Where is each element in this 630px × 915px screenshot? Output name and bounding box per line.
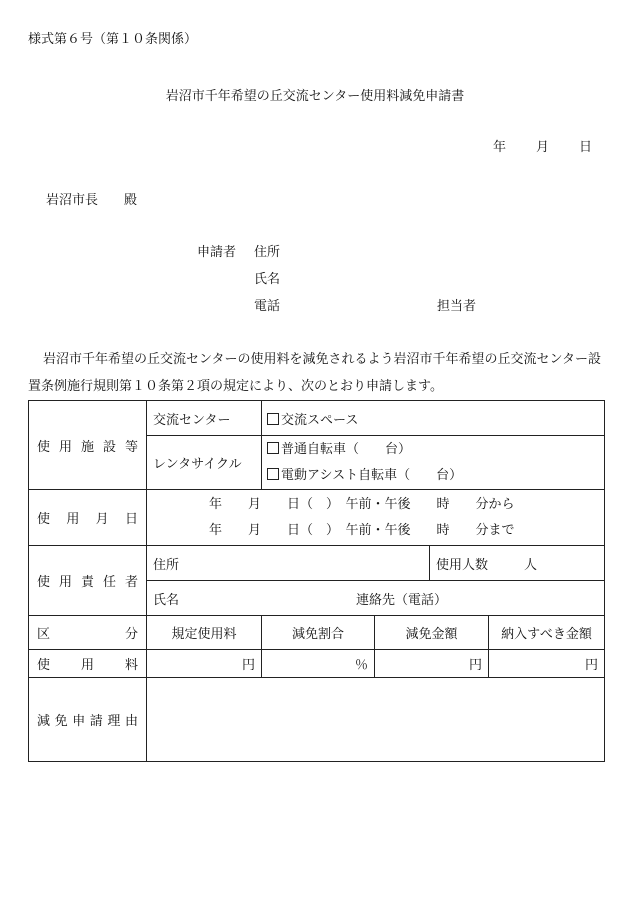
facility-label: 使用施設等	[29, 401, 147, 490]
regular-fee-header: 規定使用料	[147, 616, 262, 650]
center-label: 交流センター	[147, 401, 262, 436]
users-count-unit: 人	[524, 557, 538, 573]
responsible-person-label: 使用責任者	[29, 546, 147, 616]
form-number: 様式第６号（第１０条関係）	[28, 32, 198, 47]
reduction-amount-field[interactable]: 円	[375, 650, 489, 678]
date-day-label: 日	[579, 140, 593, 155]
usage-date-label: 使用月日	[29, 490, 147, 546]
applicant-label: 申請者	[197, 245, 237, 260]
date-year-label: 年	[493, 140, 507, 155]
application-date	[493, 141, 592, 154]
date-row	[29, 490, 605, 546]
responsible-address-field[interactable]	[147, 546, 430, 581]
cycle-option-electric[interactable]	[267, 463, 598, 489]
applicant-block	[197, 246, 497, 316]
cycle-option-electric-label: 電動アシスト自転車（ 台）	[281, 467, 463, 483]
cycle-label: レンタサイクル	[147, 436, 262, 490]
center-option-label: 交流スペース	[281, 412, 359, 428]
cycle-options	[262, 436, 605, 490]
amount-due-header: 納入すべき金額	[489, 616, 605, 650]
category-label: 区分	[29, 616, 147, 650]
applicant-phone-label: 電話	[254, 299, 281, 314]
responsible-address-row	[29, 546, 605, 581]
reduction-amount-header: 減免金額	[375, 616, 489, 650]
applicant-name-label: 氏名	[254, 272, 281, 287]
responsible-name-field[interactable]	[147, 581, 605, 616]
amount-due-field[interactable]: 円	[489, 650, 605, 678]
center-option[interactable]	[262, 401, 605, 436]
usage-date-from: 年 月 日（ ） 午前・午後 時 分から	[209, 496, 515, 512]
application-statement: 岩沼市千年希望の丘交流センターの使用料を減免されるよう岩沼市千年希望の丘交流センター設置条例施行規則第１０条第２項の規定により、次のとおり申請します。	[28, 352, 601, 394]
users-count-label: 使用人数	[436, 557, 489, 573]
reason-label: 減免申請理由	[29, 678, 147, 762]
checkbox[interactable]	[267, 442, 279, 454]
responsible-contact-label: 連絡先（電話）	[356, 592, 448, 608]
checkbox[interactable]	[267, 413, 279, 425]
usage-date-to: 年 月 日（ ） 午前・午後 時 分まで	[209, 522, 515, 538]
reduction-rate-field[interactable]: ％	[262, 650, 375, 678]
checkbox[interactable]	[267, 468, 279, 480]
responsible-name-label: 氏名	[153, 592, 180, 608]
reason-field[interactable]	[147, 678, 605, 762]
users-count-field[interactable]	[430, 546, 605, 581]
reason-row	[29, 678, 605, 762]
usage-date-field[interactable]	[147, 490, 605, 546]
date-month-label: 月	[536, 140, 550, 155]
application-form-table	[28, 400, 605, 762]
responsible-address-label: 住所	[153, 557, 180, 573]
applicant-contact-person-label: 担当者	[437, 299, 477, 314]
cycle-option-regular[interactable]	[267, 437, 598, 463]
fee-row	[29, 650, 605, 678]
cycle-option-regular-label: 普通自転車（ 台）	[281, 441, 412, 457]
page-title: 岩沼市千年希望の丘交流センター使用料減免申請書	[165, 89, 465, 104]
applicant-address-label: 住所	[254, 245, 281, 260]
category-row	[29, 616, 605, 650]
reduction-rate-header: 減免割合	[262, 616, 375, 650]
facility-row	[29, 401, 605, 436]
recipient: 岩沼市長 殿	[46, 193, 138, 208]
fee-label: 使用料	[29, 650, 147, 678]
regular-fee-field[interactable]: 円	[147, 650, 262, 678]
